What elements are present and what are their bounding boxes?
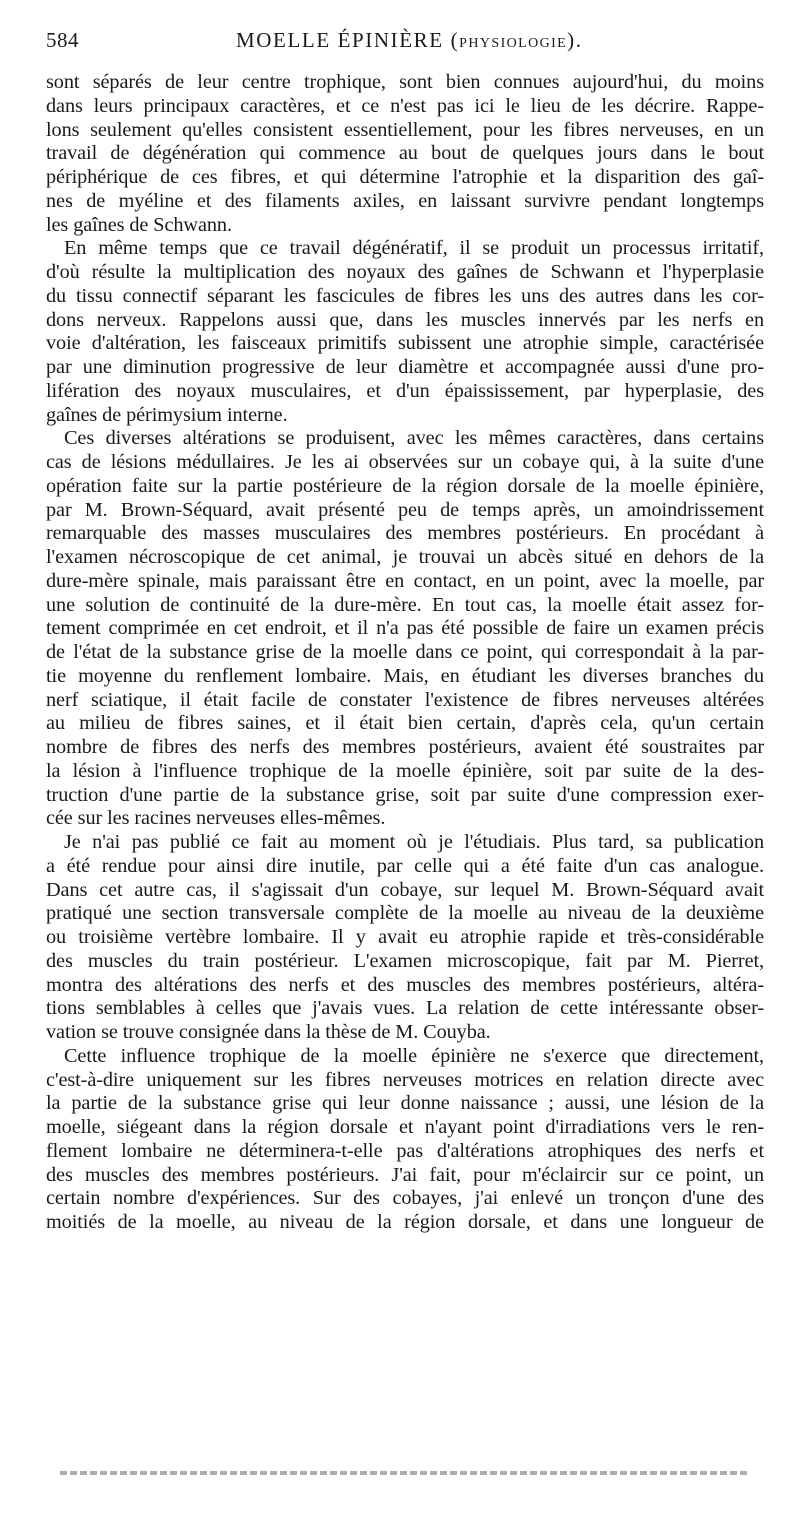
text-line: a été rendue pour ainsi dire inutile, par celle qui a été faite d'un cas analogue. (46, 854, 764, 877)
text-line: Cette influence trophique de la moelle épinière ne s'exerce que directement, (64, 1044, 764, 1067)
text-line: au milieu de fibres saines, et il était bien certain, d'après cela, qu'un certain (46, 712, 764, 735)
running-title (236, 28, 583, 53)
text-line: moelle, siégeant dans la région dorsale et n'ayant point d'irradiations vers le ren- (46, 1116, 764, 1138)
running-title-end: ). (567, 28, 583, 52)
text-line: cée sur les racines nerveuses elles-mêmes. (46, 807, 386, 830)
text-line: nombre de fibres des nerfs des membres postérieurs, avaient été soustraites par (46, 736, 764, 758)
page-number: 584 (46, 28, 79, 52)
text-line: dans leurs principaux caractères, et ce n'est pas ici le lieu de les décrire. Rappe- (46, 94, 764, 117)
text-line: Ces diverses altérations se produisent, avec les mêmes caractères, dans certains (64, 427, 764, 450)
text-line: cas de lésions médullaires. Je les ai observées sur un cobaye qui, à la suite d'une (46, 451, 764, 473)
text-line: moitiés de la moelle, au niveau de la région dorsale, et dans une longueur de (46, 1211, 764, 1233)
text-line: des muscles du train postérieur. L'examen microscopique, fait par M. Pierret, (46, 949, 764, 972)
text-line: une solution de continuité de la dure-mère. En tout cas, la moelle était assez for- (46, 593, 764, 616)
text-line: flement lombaire ne déterminera-t-elle pas d'altérations atrophiques des nerfs et (46, 1139, 764, 1162)
text-line: lons seulement qu'elles consistent essentiellement, pour les fibres nerveuses, en un (46, 118, 764, 141)
running-title-smallcaps: PHYSIOLOGIE (459, 36, 568, 51)
text-line: nerf sciatique, il était facile de constater l'existence de fibres nerveuses altérées (46, 688, 764, 711)
text-line: périphérique de ces fibres, et qui détermine l'atrophie et la disparition des gaî- (46, 166, 764, 188)
text-line: la partie de la substance grise qui leur donne naissance ; aussi, une lésion de la (46, 1092, 764, 1115)
running-head (46, 28, 758, 58)
text-line: gaînes de périmysium interne. (46, 403, 288, 426)
text-line: tions semblables à celles que j'avais vues. La relation de cette intéressante obser- (46, 997, 764, 1020)
text-line: par une diminution progressive de leur diamètre et accompagnée aussi d'une pro- (46, 356, 764, 378)
text-line: montra des altérations des nerfs et des muscles des membres postérieurs, altéra- (46, 973, 764, 996)
text-line: travail de dégénération qui commence au bout de quelques jours dans le bout (46, 142, 764, 165)
text-line: opération faite sur la partie postérieure de la région dorsale de la moelle épinière, (46, 474, 764, 497)
text-line: dure-mère spinale, mais paraissant être en contact, en un point, avec la moelle, par (46, 569, 764, 592)
text-line: c'est-à-dire uniquement sur les fibres nerveuses motrices en relation directe avec (46, 1068, 764, 1091)
text-line: remarquable des masses musculaires des membres postérieurs. En procédant à (46, 522, 764, 545)
text-line: tement comprimée en cet endroit, et il n'a pas été possible de faire un examen précis (46, 617, 764, 640)
text-line: truction d'une partie de la substance grise, soit par suite d'une compression exer- (46, 783, 764, 806)
text-line: pratiqué une section transversale complète de la moelle au niveau de la deuxième (46, 902, 764, 925)
text-line: certain nombre d'expériences. Sur des cobayes, j'ai enlevé un tronçon d'une des (46, 1187, 764, 1210)
text-line: tie moyenne du renflement lombaire. Mais, en étudiant les diverses branches du (46, 664, 764, 687)
text-line: Dans cet autre cas, il s'agissait d'un cobaye, sur lequel M. Brown-Séquard avait (46, 878, 764, 901)
page-bottom-bleed-decoration (60, 1471, 750, 1475)
text-line: dons nerveux. Rappelons aussi que, dans les muscles innervés par les nerfs en (46, 308, 764, 331)
text-line: les gaînes de Schwann. (46, 213, 232, 236)
text-line: des muscles des membres postérieurs. J'ai fait, pour m'éclaircir sur ce point, un (46, 1163, 764, 1186)
text-line: l'examen nécroscopique de cet animal, je trouvai un abcès situé en dehors de la (46, 546, 764, 568)
text-line: vation se trouve consignée dans la thèse de M. Couyba. (46, 1021, 491, 1043)
text-line: En même temps que ce travail dégénératif, il se produit un processus irritatif, (64, 237, 764, 260)
text-line: la lésion à l'influence trophique de la moelle épinière, soit par suite de la des- (46, 759, 764, 782)
text-line: Je n'ai pas publié ce fait au moment où je l'étudiais. Plus tard, sa publication (64, 831, 764, 853)
text-line: nes de myéline et des filaments axiles, en laissant survivre pendant longtemps (46, 189, 764, 212)
text-line: sont séparés de leur centre trophique, sont bien connues aujourd'hui, du moins (46, 71, 764, 93)
text-line: par M. Brown-Séquard, avait présenté peu de temps après, un amoindrissement (46, 498, 764, 521)
text-line: de l'état de la substance grise de la moelle dans ce point, qui correspondait à la par- (46, 641, 764, 663)
body-text (46, 71, 764, 1235)
running-title-main: MOELLE ÉPINIÈRE ( (236, 28, 460, 52)
text-line: voie d'altération, les faisceaux primitifs subissent une atrophie simple, caractérisée (46, 332, 764, 355)
text-line: du tissu connectif séparant les fascicules de fibres les uns des autres dans les cor- (46, 284, 764, 307)
text-line: ou troisième vertèbre lombaire. Il y avait eu atrophie rapide et très-considérable (46, 926, 764, 948)
text-line: d'où résulte la multiplication des noyaux des gaînes de Schwann et l'hyperplasie (46, 261, 764, 283)
text-line: lifération des noyaux musculaires, et d'un épaississement, par hyperplasie, des (46, 379, 764, 402)
